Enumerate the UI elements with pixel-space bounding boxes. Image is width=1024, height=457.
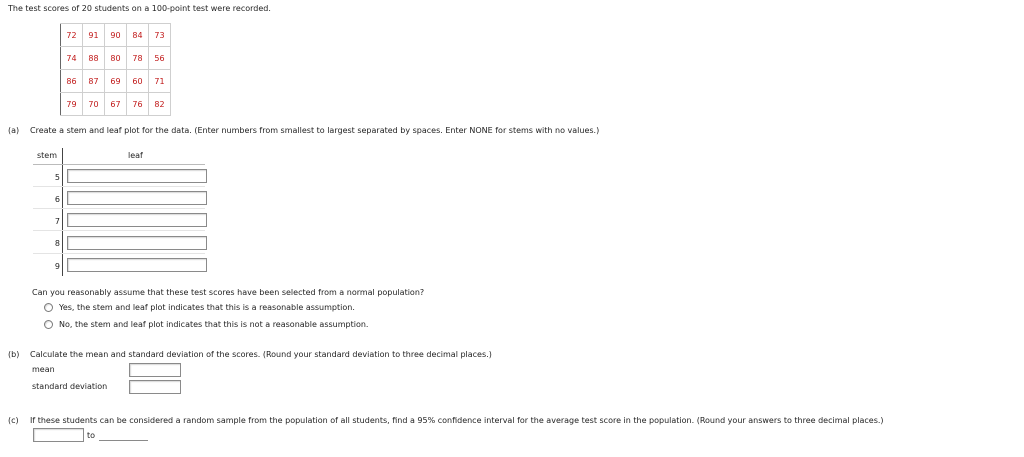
part-c-heading <box>8 416 884 425</box>
part-b-label: (b) <box>8 350 20 359</box>
option-no-label: No, the stem and leaf plot indicates that this is not a reasonable assumption. <box>59 320 369 329</box>
option-yes-label: Yes, the stem and leaf plot indicates that this is a reasonable assumption. <box>59 303 355 312</box>
score-cell: 73 <box>149 24 171 47</box>
score-cell: 84 <box>127 24 149 47</box>
leaf-input-stem-9[interactable] <box>67 258 207 272</box>
scores-table <box>60 23 171 116</box>
stem-value: 5 <box>54 173 60 182</box>
part-c-instructions: If these students can be considered a random sample from the population of all students, find a 95% confidence interval for the average test score in the population. (Round your answers to three decimal places.) <box>30 416 884 425</box>
score-cell: 88 <box>83 47 105 70</box>
problem-intro: The test scores of 20 students on a 100-point test were recorded. <box>8 4 271 13</box>
score-cell: 69 <box>105 70 127 93</box>
score-cell: 76 <box>127 93 149 116</box>
header-rule <box>33 164 205 165</box>
score-cell: 91 <box>83 24 105 47</box>
part-a-heading <box>8 126 599 135</box>
option-yes[interactable] <box>44 303 355 312</box>
score-cell: 78 <box>127 47 149 70</box>
radio-yes[interactable] <box>44 303 53 312</box>
leaf-input-stem-7[interactable] <box>67 213 207 227</box>
score-cell: 82 <box>149 93 171 116</box>
score-cell: 79 <box>61 93 83 116</box>
stem-value: 7 <box>54 217 60 226</box>
score-cell: 71 <box>149 70 171 93</box>
part-a-label: (a) <box>8 126 20 135</box>
part-b-instructions: Calculate the mean and standard deviation of the scores. (Round your standard deviation to three decimal places.) <box>30 350 492 359</box>
part-a-instructions: Create a stem and leaf plot for the data. (Enter numbers from smallest to largest separated by spaces. Enter NONE for stems with no values.) <box>30 126 600 135</box>
stem-value: 9 <box>54 262 60 271</box>
score-cell: 80 <box>105 47 127 70</box>
score-cell: 72 <box>61 24 83 47</box>
score-cell: 87 <box>83 70 105 93</box>
ci-lower-input[interactable] <box>33 428 84 442</box>
stem-leaf-divider <box>62 148 63 276</box>
score-cell: 56 <box>149 47 171 70</box>
stem-column-header: stem <box>37 151 58 160</box>
stem-value: 8 <box>54 239 60 248</box>
score-cell: 70 <box>83 93 105 116</box>
row-rule <box>33 230 205 231</box>
leaf-input-stem-8[interactable] <box>67 236 207 250</box>
part-c-label: (c) <box>8 416 19 425</box>
normality-question: Can you reasonably assume that these test scores have been selected from a normal population? <box>32 288 425 297</box>
score-cell: 86 <box>61 70 83 93</box>
row-rule <box>33 208 205 209</box>
score-cell: 74 <box>61 47 83 70</box>
table-row <box>61 47 171 70</box>
leaf-input-stem-5[interactable] <box>67 169 207 183</box>
leaf-input-stem-6[interactable] <box>67 191 207 205</box>
mean-input[interactable] <box>129 363 181 377</box>
table-row <box>61 70 171 93</box>
option-no[interactable] <box>44 320 368 329</box>
sd-input[interactable] <box>129 380 181 394</box>
score-cell: 67 <box>105 93 127 116</box>
stem-value: 6 <box>54 195 60 204</box>
table-row <box>61 93 171 116</box>
to-label: to <box>87 431 96 440</box>
ci-upper-input[interactable] <box>99 428 148 441</box>
part-b-heading <box>8 350 492 359</box>
radio-no[interactable] <box>44 320 53 329</box>
score-cell: 60 <box>127 70 149 93</box>
sd-label: standard deviation <box>32 382 108 391</box>
row-rule <box>33 253 205 254</box>
mean-label: mean <box>32 365 55 374</box>
score-cell: 90 <box>105 24 127 47</box>
leaf-column-header: leaf <box>128 151 143 160</box>
row-rule <box>33 186 205 187</box>
table-row <box>61 24 171 47</box>
